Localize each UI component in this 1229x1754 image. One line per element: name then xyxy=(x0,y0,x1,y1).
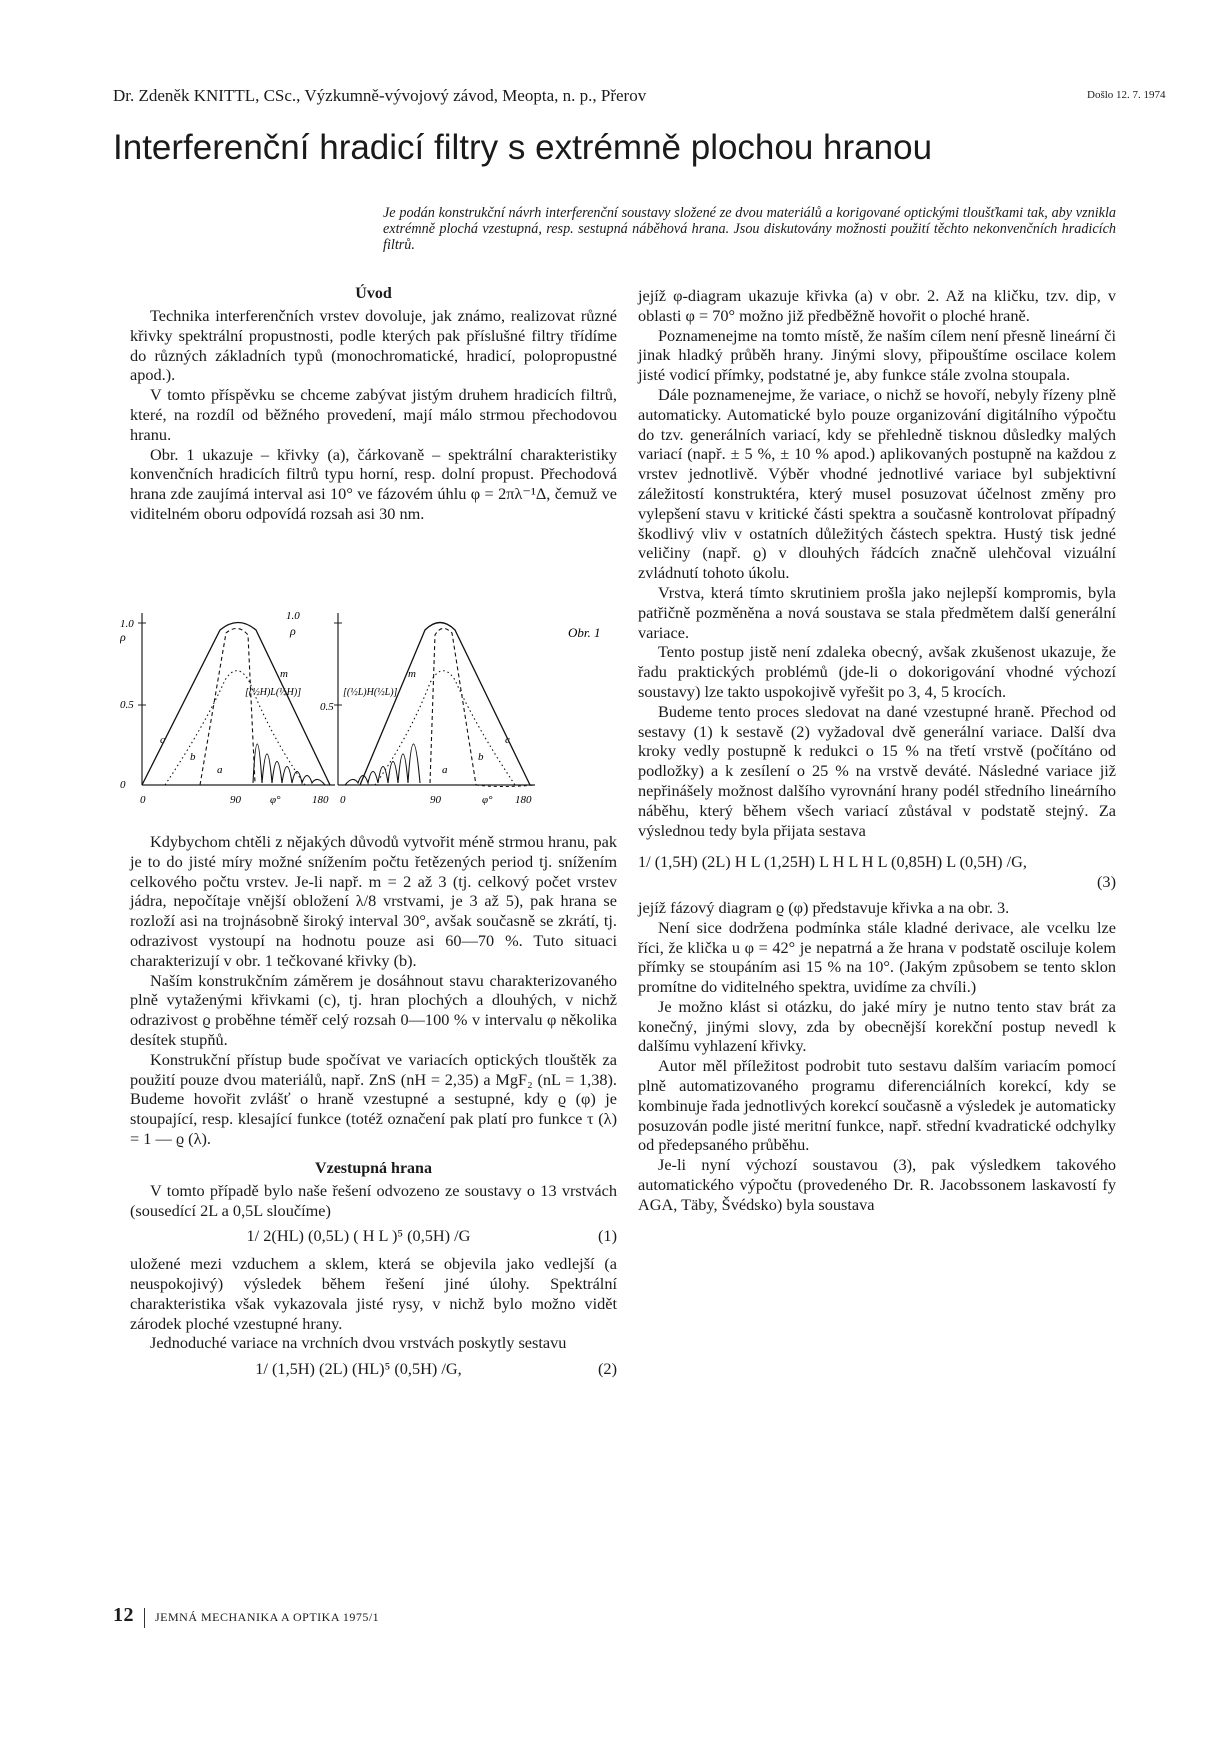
label-a-left: a xyxy=(217,764,223,776)
paragraph: uložené mezi vzduchem a sklem, která se objevila jako vedlejší (a neuspokojivý) výsledek během řešení jiné úlohy. Spektrální charakteristika však vykazovala jisté rysy, v nichž bylo možno vidět zárodek ploché vzestupné hrany. xyxy=(130,1254,617,1333)
paragraph: Autor měl příležitost podrobit tuto sestavu dalším variacím pomocí plně automatizovaného programu diferenciálních korekcí, kdy se kombinuje řada jednotlivých korekcí současně a výsledek je automaticky posuzován podle jisté meritní funkce, např. střední kvadratické odchylky od předepsaného průběhu. xyxy=(638,1056,1116,1155)
x-tick-right-180: 180 xyxy=(515,794,532,805)
left-column-bottom xyxy=(130,832,617,1387)
center-y-symbol: ρ xyxy=(290,624,296,638)
paragraph: V tomto případě bylo naše řešení odvozeno ze soustavy o 13 vrstvách (sousedící 2L a 0,5L sloučíme) xyxy=(130,1180,617,1220)
label-c-left: c xyxy=(160,734,165,746)
x-symbol-right: φ° xyxy=(482,794,493,805)
y-tick-top: 1.0 xyxy=(120,618,134,630)
paragraph: Obr. 1 ukazuje – křivky (a), čárkovaně – spektrální charakteristiky konvenčních hradicích filtrů typu horní, resp. dolní propust. Přechodová hrana zde zaujímá interval asi 10° ve fázovém úhlu φ = 2πλ⁻¹Δ, čemuž ve viditelném oboru odpovídá rozsah asi 30 nm. xyxy=(130,444,617,523)
y-tick-zero: 0 xyxy=(120,779,126,791)
paragraph: Není sice dodržena podmínka stále kladné derivace, ale vcelku lze říci, že klička u φ = 42° je nepatrná a že hrana v podstatě osciluje kolem přímky se stoupáním asi 15 % na 10°. (Jakým způsobem se tento sklon promítne do viditelného spektra, uvidíme za chvíli.) xyxy=(638,917,1116,997)
center-y-tick-mid: 0.5 xyxy=(320,701,334,713)
paragraph: Naším konstrukčním záměrem je dosáhnout stavu charakterizovaného plně vytaženými křivkami (c), tj. hran plochých a dlouhých, v nichž odrazivost ϱ proběhne téměř celý rozsah 0—100 % v intervalu φ několika desítek stupňů. xyxy=(130,970,617,1049)
paragraph: Vrstva, která tímto skrutiniem prošla jako nejlepší kompromis, byla patřičně pozměněna a nová soustava se stala předmětem další generální variace. xyxy=(638,582,1116,642)
formula-2-number: (2) xyxy=(598,1359,617,1379)
paragraph: Je-li nyní výchozí soustavou (3), pak výsledkem takového automatického výpočtu (provedeného Dr. R. Jacobssonem laskavostí fy AGA, Täby, Švédsko) byla soustava xyxy=(638,1155,1116,1214)
m-left: m xyxy=(280,668,288,680)
formula-2-text: 1/ (1,5H) (2L) (HL)⁵ (0,5H) /G, xyxy=(255,1359,462,1379)
oscillations-left xyxy=(253,744,325,785)
paragraph: Kdybychom chtěli z nějakých důvodů vytvořit méně strmou hranu, pak je to do jisté míry možné snížením počtu řetězených period tj. snížením celkového počtu vrstev. Je-li např. m = 2 až 3 (tj. celkový počet vrstev jádra, nepočítaje vnější obložení λ/8 vrstvami, je 3 až 5), pak hrana se rozloží asi na trojnásobně široký interval 30°, avšak současně se zkrátí, tj. odrazivost vystoupí na hodnotu pouze asi 60—70 %. Tuto situaci charakterizují v obr. 1 tečkované křivky (b). xyxy=(130,832,617,970)
paragraph: Poznamenejme na tomto místě, že naším cílem není přesně lineární či jinak hladký průběh hrany. Jinými slovy, připouštíme oscilace kolem jisté vodicí přímky, podstatné je, aby funkce stále zvolna stoupala. xyxy=(638,325,1116,385)
page-number: 12 xyxy=(113,1604,134,1626)
label-b-left: b xyxy=(190,751,196,763)
figure-1 xyxy=(120,605,620,805)
label-a-right: a xyxy=(442,764,448,776)
label-b-right: b xyxy=(478,751,484,763)
figure-caption: Obr. 1 xyxy=(568,625,601,640)
section-heading-vzestupna: Vzestupná hrana xyxy=(315,1159,432,1177)
x-tick-right-0: 0 xyxy=(340,794,346,805)
center-y-tick-top: 1.0 xyxy=(286,610,300,622)
paragraph: Dále poznamenejme, že variace, o nichž se hovoří, nebyly řízeny plně automaticky. Automatické bylo pouze organizování digitálního výpočtu do tzv. generálních variací, kdy se přehledně tisknou důsledky malých variací (např. ± 5 %, ± 10 % apod.) aplikovaných postupně na každou z vrstev jednotlivě. Výběr vhodné jednotlivé variace byl subjektivní záležitostí konstruktéra, který musel posuzovat účelnost změny pro vylepšení stavu v kritické části spektra a současně kontrolovat případný škodlivý vliv v ostatních důležitých částech spektra. Hustý tisk jedné veličiny (např. ϱ) v dlouhých řádcích značně ulehčoval vizuální zvládnutí tohoto úkolu. xyxy=(638,384,1116,583)
formula-1-text: 1/ 2(HL) (0,5L) ( H L )⁵ (0,5H) /G xyxy=(246,1226,471,1246)
paragraph: Konstrukční přístup bude spočívat ve variacích optických tlouštěk za použití pouze dvou materiálů, např. ZnS (nH = 2,35) a MgF₂ (nL = 1,38). Budeme hovořit zvlášť o hraně vzestupné a sestupné, kdy ϱ (φ) je stoupající, resp. klesající funkce (totéž označení pak platí pro funkce τ (λ) = 1 — ϱ (λ). xyxy=(130,1049,617,1148)
header-date: Došlo 12. 7. 1974 xyxy=(1087,89,1166,101)
oscillations-right xyxy=(345,744,420,785)
paragraph: jejíž fázový diagram ϱ (φ) představuje křivka a na obr. 3. xyxy=(638,897,1010,917)
paragraph: jejíž φ-diagram ukazuje křivka (a) v obr. 2. Až na kličku, tzv. dip, v oblasti φ = 70° možno již předběžně hovořit o ploché hraně. xyxy=(638,286,1116,325)
x-symbol-left: φ° xyxy=(270,794,281,805)
formula-3-number: (3) xyxy=(1097,872,1116,892)
formula-1-number: (1) xyxy=(598,1226,617,1246)
x-tick-left-90: 90 xyxy=(230,794,241,805)
journal-name: JEMNÁ MECHANIKA A OPTIKA 1975/1 xyxy=(155,1610,380,1624)
m-right: m xyxy=(408,668,416,680)
header-author: Dr. Zdeněk KNITTL, CSc., Výzkumně-vývojový závod, Meopta, n. p., Přerov xyxy=(113,86,647,105)
abstract: Je podán konstrukční návrh interferenční soustavy složené ze dvou materiálů a korigované optickými tloušťkami tak, aby vznikla extrémně plochá vzestupná, resp. sestupná náběhová hrana. Jsou diskutovány možnosti použití těchto nekonvenčních hradicích filtrů. xyxy=(383,205,1116,253)
y-symbol: ρ xyxy=(120,630,126,644)
formula-right: [(½L)H(½L)] xyxy=(343,687,398,698)
formula-2 xyxy=(130,1359,617,1379)
footer xyxy=(113,1604,379,1628)
x-tick-left-180: 180 xyxy=(312,794,329,805)
section-heading-uvod: Úvod xyxy=(355,285,392,302)
x-tick-left-0: 0 xyxy=(140,794,146,805)
paragraph: Technika interferenčních vrstev dovoluje, jak známo, realizovat různé křivky spektrální propustnosti, podle kterých pak příslušné filtry třídíme do různých základních typů (monochromatické, hradicí, polopropustné apod.). xyxy=(130,306,617,385)
figure-1-plot xyxy=(120,605,620,805)
right-column xyxy=(638,286,1116,1215)
formula-left: [(½H)L(½H)] xyxy=(245,687,302,698)
y-tick-mid: 0.5 xyxy=(120,699,134,711)
paragraph: Tento postup jistě není zdaleka obecný, avšak zkušenost ukazuje, že řadu praktických problémů (jde-li o dokorigování vhodné výchozí soustavy) lze takto uspokojivě vyřešit po 3, 4, 5 krocích. xyxy=(638,642,1116,701)
formula-3-text: 1/ (1,5H) (2L) H L (1,25H) L H L H L (0,85H) L (0,5H) /G, xyxy=(638,852,1027,872)
page-title: Interferenční hradicí filtry s extrémně plochou hranou xyxy=(113,128,933,167)
x-tick-right-90: 90 xyxy=(430,794,441,805)
formula-3 xyxy=(638,852,1116,892)
formula-1 xyxy=(130,1226,617,1246)
left-column-top xyxy=(130,282,617,524)
curve-c-right xyxy=(360,623,530,786)
curve-c-left xyxy=(142,623,330,786)
curve-a-right xyxy=(430,628,476,785)
paragraph: V tomto příspěvku se chceme zabývat jistým druhem hradicích filtrů, které, na rozdíl od běžného provedení, mají málo strmou přechodovou hranu. xyxy=(130,385,617,444)
footer-divider xyxy=(144,1608,145,1628)
paragraph: Je možno klást si otázku, do jaké míry je nutno tento stav brát za konečný, jinými slovy, zda by obecnější korekční postup nevedl k dalšímu vyhlazení křivky. xyxy=(638,996,1116,1056)
label-c-right: c xyxy=(505,734,510,746)
paragraph: Jednoduché variace na vrchních dvou vrstvách poskytly sestavu xyxy=(150,1333,567,1353)
paragraph: Budeme tento proces sledovat na dané vzestupné hraně. Přechod od sestavy (1) k sestavě (2) vyžadoval dvě generální variace. Další dva kroky vedly postupně k redukci o 15 % na třetí vrstvě (počítáno od podložky) a k zesílení o 25 % na vrstvě deváté. Následné variace již nepřinášely možnost dalšího vyrovnání hrany podél středního lineárního náběhu, který během všech variací zůstával v podstatě stejný. Za výslednou tedy byla přijata sestava xyxy=(638,701,1116,840)
